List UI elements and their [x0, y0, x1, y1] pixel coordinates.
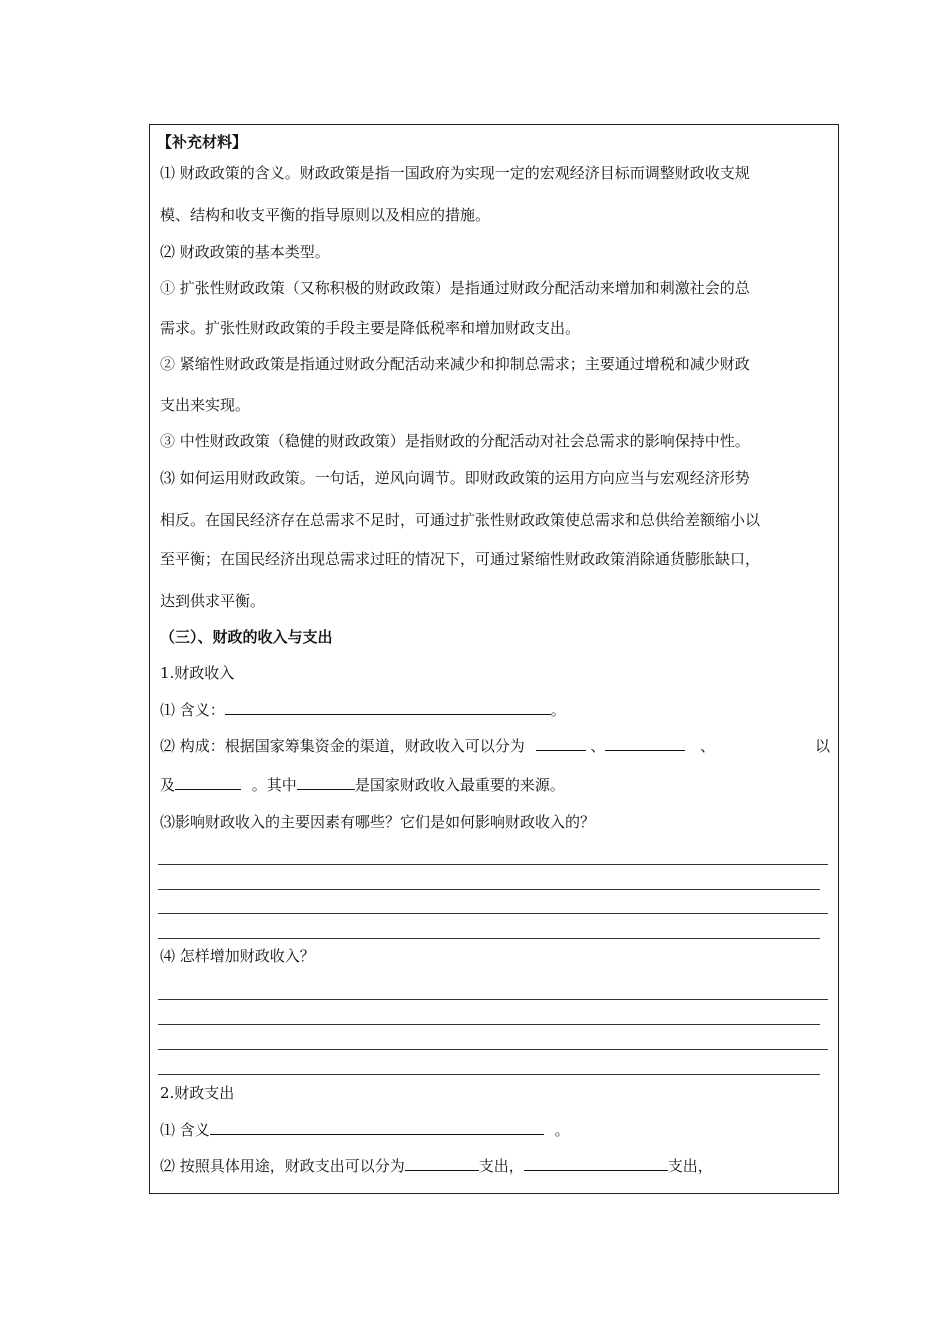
revenue-composition-row2: [160, 775, 565, 795]
p1-line2: 模、结构和收支平衡的指导原则以及相应的措施。: [160, 206, 491, 224]
expenditure-definition-row: [160, 1120, 570, 1140]
revenue-definition-label: ⑴ 含义：: [160, 701, 225, 719]
p3-line2: 需求。扩张性财政政策的手段主要是降低税率和增加财政支出。: [160, 319, 581, 337]
revenue-question-3: ⑶影响财政收入的主要因素有哪些？它们是如何影响财政收入的？: [160, 813, 596, 831]
answer-line[interactable]: [158, 864, 828, 865]
supplement-heading: 【补充材料】: [157, 133, 248, 151]
expenditure-definition-end: 。: [554, 1121, 570, 1139]
p4-line1: ② 紧缩性财政政策是指通过财政分配活动来减少和抑制总需求；主要通过增税和减少财政: [160, 355, 750, 373]
expenditure-blank-1[interactable]: [405, 1156, 479, 1171]
answer-line[interactable]: [158, 1024, 820, 1025]
revenue-blank-4[interactable]: [297, 775, 355, 790]
answer-line[interactable]: [158, 913, 828, 914]
expenditure-definition-label: ⑴ 含义: [160, 1121, 210, 1139]
section3-title: （三）、财政的收入与支出: [160, 628, 333, 646]
p1-line1: ⑴ 财政政策的含义。财政政策是指一国政府为实现一定的宏观经济目标而调整财政收支规: [160, 164, 750, 182]
p4-line2: 支出来实现。: [160, 396, 251, 414]
revenue-definition-blank[interactable]: [225, 700, 551, 715]
p6-line3: 至平衡；在国民经济出现总需求过旺的情况下，可通过紧缩性财政政策消除通货膨胀缺口，: [160, 550, 761, 568]
revenue-definition-end: 。: [550, 701, 566, 719]
expenditure-blank-2[interactable]: [524, 1156, 668, 1171]
expenditure-use-b: 支出，: [478, 1157, 524, 1175]
revenue-sep-1: 、: [590, 737, 606, 755]
revenue-composition-text: ⑵ 构成：根据国家筹集资金的渠道，财政收入可以分为: [160, 737, 525, 755]
p6-line4: 达到供求平衡。: [160, 592, 266, 610]
expenditure-use-row: [160, 1156, 713, 1176]
revenue-sep-2: 、: [700, 737, 716, 755]
p6-line1: ⑶ 如何运用财政政策。一句话，逆风向调节。即财政政策的运用方向应当与宏观经济形势: [160, 469, 750, 487]
revenue-definition-row: [160, 700, 566, 720]
expenditure-definition-blank[interactable]: [210, 1120, 544, 1135]
expenditure-use-text: ⑵ 按照具体用途，财政支出可以分为: [160, 1157, 405, 1175]
answer-line[interactable]: [158, 1074, 820, 1075]
revenue-blank-1[interactable]: [536, 736, 586, 751]
revenue-question-4: ⑷ 怎样增加财政收入？: [160, 947, 315, 965]
answer-line[interactable]: [158, 1049, 828, 1050]
p3-line1: ① 扩张性财政政策（又称积极的财政政策）是指通过财政分配活动来增加和刺激社会的总: [160, 279, 750, 297]
revenue-end: 是国家财政收入最重要的来源。: [354, 776, 565, 794]
expenditure-use-c: 支出，: [667, 1157, 713, 1175]
answer-line[interactable]: [158, 999, 828, 1000]
expenditure-title: 2.财政支出: [160, 1084, 235, 1102]
answer-line[interactable]: [158, 938, 820, 939]
revenue-mid: 。其中: [251, 776, 297, 794]
answer-line[interactable]: [158, 889, 820, 890]
p2: ⑵ 财政政策的基本类型。: [160, 243, 330, 261]
revenue-blank-3[interactable]: [175, 775, 241, 790]
revenue-blank-2[interactable]: [605, 736, 685, 751]
revenue-ji: 及: [160, 776, 176, 794]
p6-line2: 相反。在国民经济存在总需求不足时，可通过扩张性财政政策使总需求和总供给差额缩小以: [160, 511, 761, 529]
p5: ③ 中性财政政策（稳健的财政政策）是指财政的分配活动对社会总需求的影响保持中性。: [160, 432, 750, 450]
revenue-composition-row: [160, 736, 715, 756]
revenue-title: 1.财政收入: [160, 664, 235, 682]
revenue-yi: 以: [815, 737, 831, 755]
